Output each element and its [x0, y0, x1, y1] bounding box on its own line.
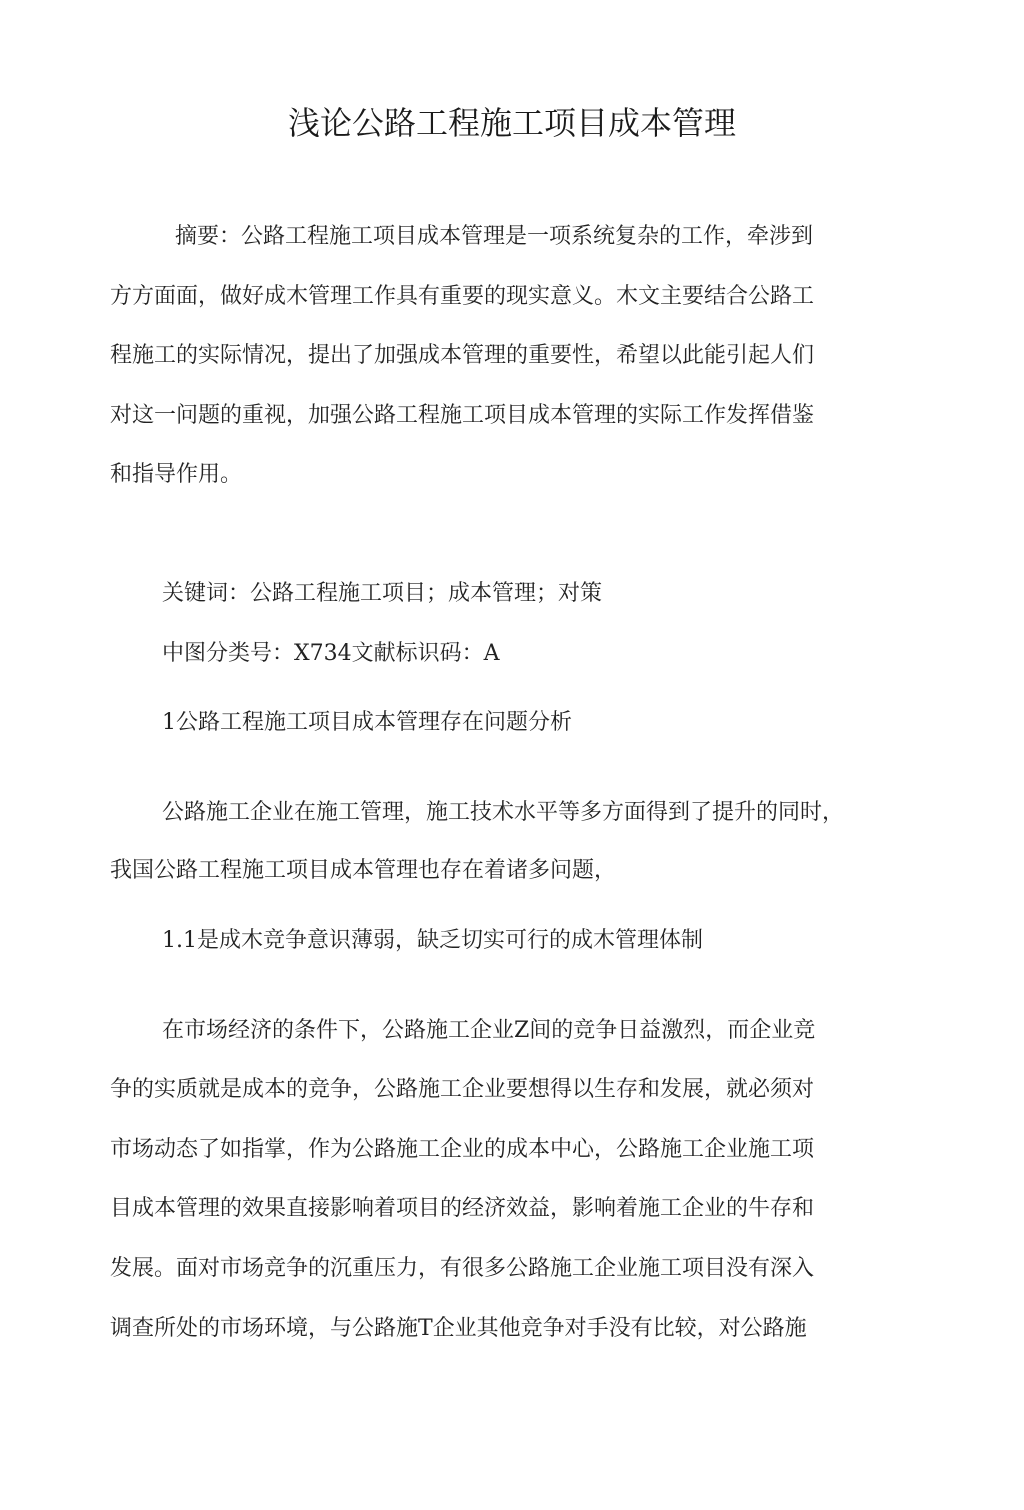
- abstract-line-4: 对这一问题的重视，加强公路工程施工项目成本管理的实际工作发挥借鉴: [110, 403, 815, 428]
- document-title: 浅论公路工程施工项目成本管理: [287, 104, 736, 142]
- section-1-1-paragraph-line-2: 争的实质就是成本的竞争，公路施工企业要想得以生存和发展，就必须对: [110, 1077, 815, 1102]
- abstract-line-3: 程施工的实际情况，提出了加强成本管理的重要性，希望以此能引起人们: [110, 343, 815, 368]
- classification-line: 中图分类号：X734文献标识码：A: [162, 641, 500, 666]
- abstract-line-2: 方方面面，做好成木管理工作具有重要的现实意义。木文主要结合公路工: [110, 284, 815, 309]
- abstract-line-5: 和指导作用。: [110, 462, 243, 487]
- section-1-1-paragraph-line-3: 市场动态了如指掌，作为公路施工企业的成本中心，公路施工企业施工项: [110, 1137, 815, 1162]
- abstract-line-1: 摘要：公路工程施工项目成本管理是一项系统复杂的工作，牵涉到: [175, 224, 814, 249]
- section-1-1-heading: 1.1是成木竞争意识薄弱，缺乏切实可行的成木管理体制: [162, 928, 703, 953]
- section-1-paragraph-line-2: 我国公路工程施工项目成本管理也存在着诸多问题，: [110, 858, 617, 883]
- section-1-heading: 1公路工程施工项目成本管理存在问题分析: [162, 710, 572, 735]
- section-1-1-paragraph-line-5: 发展。面对市场竞争的沉重压力，有很多公路施工企业施工项目没有深入: [110, 1256, 815, 1281]
- section-1-1-paragraph-line-1: 在市场经济的条件下，公路施工企业Z间的竞争日益激烈，而企业竞: [162, 1018, 816, 1043]
- section-1-1-paragraph-line-4: 目成本管理的效果直接影响着项目的经济效益，影响着施工企业的牛存和: [110, 1196, 815, 1221]
- section-1-paragraph-line-1: 公路施工企业在施工管理，施工技术水平等多方面得到了提升的同时，: [162, 800, 845, 825]
- section-1-1-paragraph-line-6: 调查所处的市场环境，与公路施T企业其他竞争对手没有比较，对公路施: [110, 1316, 807, 1341]
- keywords-line: 关键词：公路工程施工项目；成本管理；对策: [162, 581, 603, 606]
